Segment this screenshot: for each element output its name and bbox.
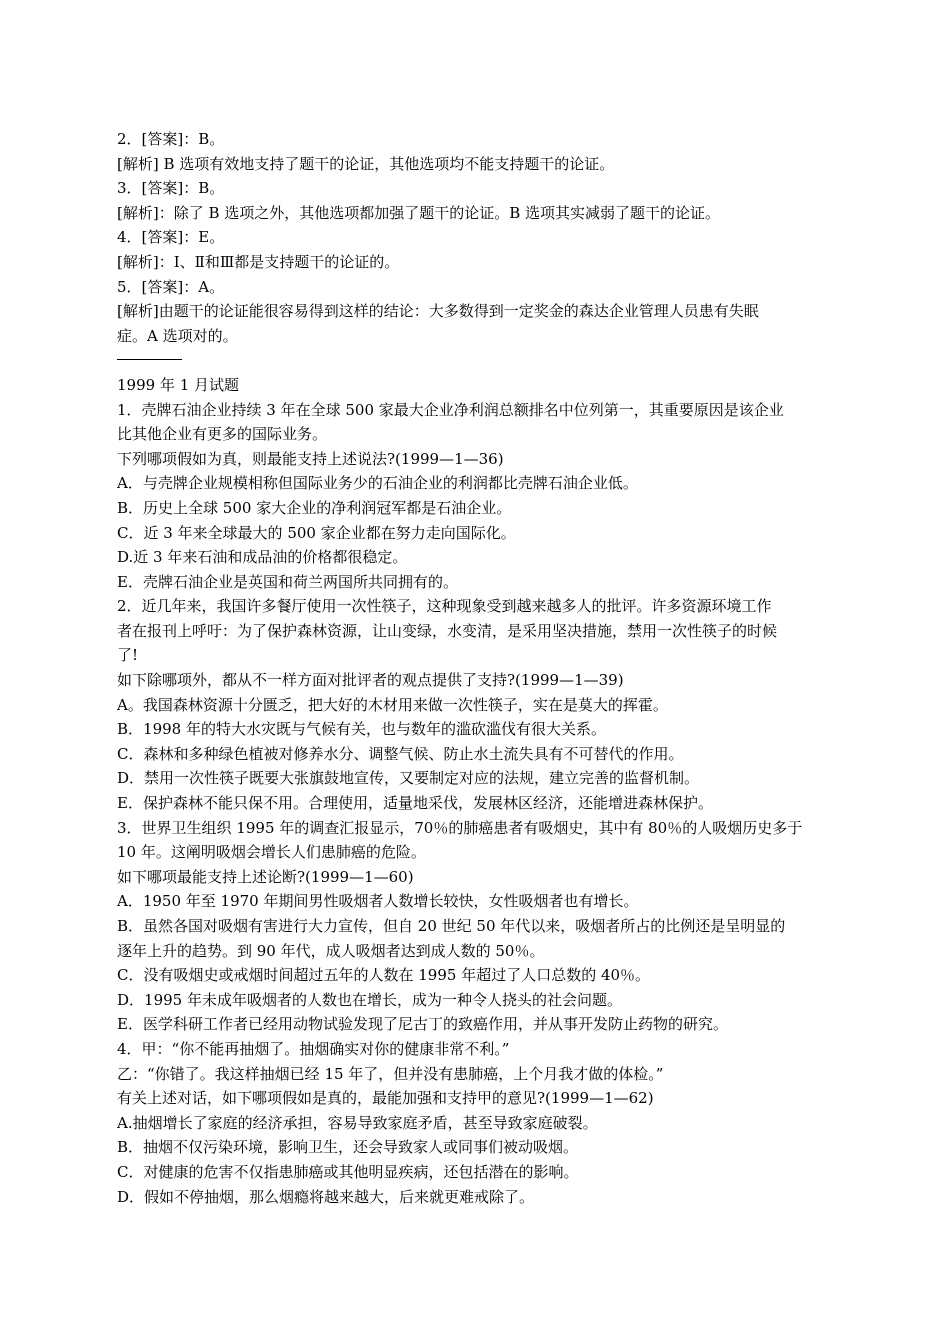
question-2-option-e: E．保护森林不能只保不用。合理使用，适量地采伐，发展林区经济，还能增进森林保护。 xyxy=(117,794,713,813)
analysis-5-line-1: [解析]由题干的论证能很容易得到这样的结论：大多数得到一定奖金的森达企业管理人员患有失眠 xyxy=(117,302,759,321)
question-3-option-d: D．1995 年未成年吸烟者的人数也在增长，成为一种令人挠头的社会问题。 xyxy=(117,990,622,1009)
question-4-option-a: A.抽烟增长了家庭的经济承担，容易导致家庭矛盾，甚至导致家庭破裂。 xyxy=(117,1113,598,1132)
question-1-option-a: A．与壳牌企业规模相称但国际业务少的石油企业的利润都比壳牌石油企业低。 xyxy=(117,474,638,493)
question-3-option-a: A．1950 年至 1970 年期间男性吸烟者人数增长较快，女性吸烟者也有增长。 xyxy=(117,892,639,911)
question-1-option-e: E．壳牌石油企业是英国和荷兰两国所共同拥有的。 xyxy=(117,572,458,591)
question-3-line-2: 10 年。这阐明吸烟会增长人们患肺癌的危险。 xyxy=(117,843,426,862)
question-2-line-2: 者在报刊上呼吁：为了保护森林资源，让山变绿，水变清，是采用坚决措施，禁用一次性筷子的时候 xyxy=(117,621,778,640)
question-1-option-b: B．历史上全球 500 家大企业的净利润冠军都是石油企业。 xyxy=(117,498,512,517)
question-1-line-1: 1．壳牌石油企业持续 3 年在全球 500 家最大企业净利润总额排名中位列第一，其重要原因是该企业 xyxy=(117,400,784,419)
question-3-line-1: 3．世界卫生组织 1995 年的调查汇报显示，70％的肺癌患者有吸烟史，其中有 80％的人吸烟历史多于 xyxy=(117,818,803,837)
answer-5: 5．[答案]：A。 xyxy=(117,277,225,296)
question-2-option-c: C．森林和多种绿色植被对修养水分、调整气候、防止水土流失具有不可替代的作用。 xyxy=(117,744,684,763)
question-3-option-c: C．没有吸烟史或戒烟时间超过五年的人数在 1995 年超过了人口总数的 40％。 xyxy=(117,966,651,985)
analysis-4: [解析]：I、Ⅱ和Ⅲ都是支持题干的论证的。 xyxy=(117,252,400,271)
question-1-option-d: D.近 3 年来石油和成品油的价格都很稳定。 xyxy=(117,548,408,567)
analysis-5-line-2: 症。A 选项对的。 xyxy=(117,326,238,345)
separator-rule xyxy=(117,359,182,360)
question-2-option-a: A。我国森林资源十分匮乏，把大好的木材用来做一次性筷子，实在是莫大的挥霍。 xyxy=(117,695,668,714)
question-1-prompt: 下列哪项假如为真，则最能支持上述说法?(1999—1—36) xyxy=(117,449,504,468)
answer-3: 3．[答案]：B。 xyxy=(117,179,225,198)
question-3-option-e: E．医学科研工作者已经用动物试验发现了尼古丁的致癌作用，并从事开发防止药物的研究。 xyxy=(117,1015,728,1034)
analysis-3: [解析]：除了 B 选项之外，其他选项都加强了题干的论证。B 选项其实减弱了题干的论证。 xyxy=(117,203,721,222)
question-4-option-d: D．假如不停抽烟，那么烟瘾将越来越大，后来就更难戒除了。 xyxy=(117,1187,535,1206)
analysis-2: [解析] B 选项有效地支持了题干的论证，其他选项均不能支持题干的论证。 xyxy=(117,154,615,173)
answer-4: 4．[答案]：E。 xyxy=(117,228,225,247)
question-3-option-b-line-1: B．虽然各国对吸烟有害进行大力宣传，但自 20 世纪 50 年代以来，吸烟者所占的比例还是呈明显的 xyxy=(117,917,786,935)
question-3-prompt: 如下哪项最能支持上述论断?(1999—1—60) xyxy=(117,867,414,886)
question-2-line-3: 了! xyxy=(117,646,139,665)
question-4-speaker-b: 乙：“你错了。我这样抽烟已经 15 年了，但并没有患肺癌，上个月我才做的体检。” xyxy=(117,1064,664,1083)
question-3-option-b-line-2: 逐年上升的趋势。到 90 年代，成人吸烟者达到成人数的 50％。 xyxy=(117,941,545,960)
question-4-option-c: C．对健康的危害不仅指患肺癌或其他明显疾病，还包括潜在的影响。 xyxy=(117,1162,579,1181)
question-4-prompt: 有关上述对话，如下哪项假如是真的，最能加强和支持甲的意见?(1999—1—62) xyxy=(117,1089,654,1108)
answer-2: 2．[答案]：B。 xyxy=(117,130,225,148)
question-2-option-b: B．1998 年的特大水灾既与气候有关，也与数年的滥砍滥伐有很大关系。 xyxy=(117,720,606,739)
question-4-option-b: B．抽烟不仅污染环境，影响卫生，还会导致家人或同事们被动吸烟。 xyxy=(117,1138,579,1157)
question-1-option-c: C．近 3 年来全球最大的 500 家企业都在努力走向国际化。 xyxy=(117,523,516,542)
document-page xyxy=(117,127,862,1209)
section-heading: 1999 年 1 月试题 xyxy=(117,375,240,394)
question-1-line-2: 比其他企业有更多的国际业务。 xyxy=(117,425,328,444)
question-4-speaker-a: 4．甲：“你不能再抽烟了。抽烟确实对你的健康非常不利。” xyxy=(117,1039,510,1058)
question-2-prompt: 如下除哪项外，都从不一样方面对批评者的观点提供了支持?(1999—1—39) xyxy=(117,671,624,690)
question-2-line-1: 2．近几年来，我国许多餐厅使用一次性筷子，这种现象受到越来越多人的批评。许多资源环境工作 xyxy=(117,597,772,616)
question-2-option-d: D．禁用一次性筷子既要大张旗鼓地宣传，又要制定对应的法规，建立完善的监督机制。 xyxy=(117,769,700,788)
